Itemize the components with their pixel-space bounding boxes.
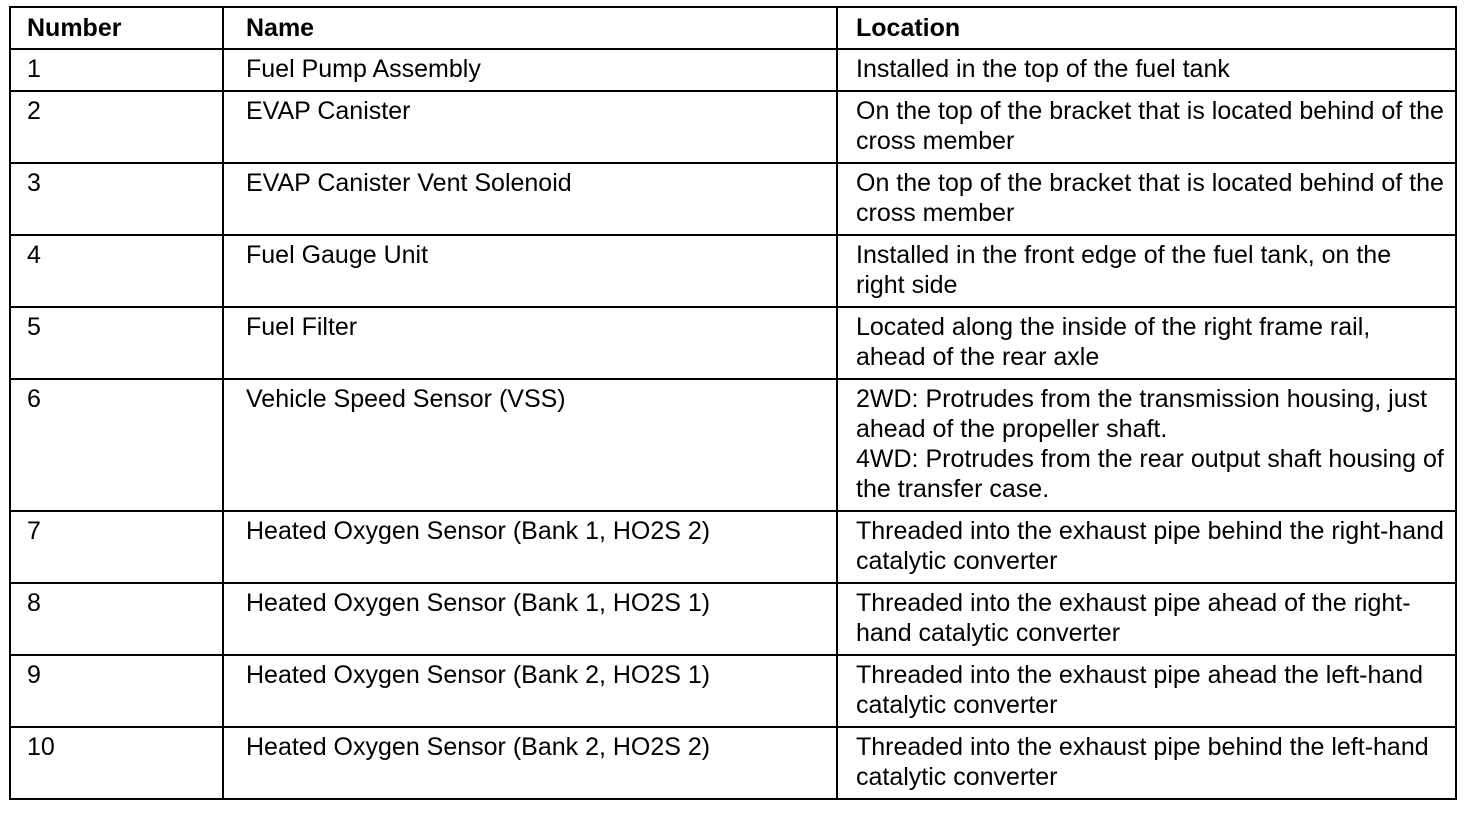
row-location: On the top of the bracket that is located behind of the cross member: [837, 91, 1456, 163]
row-number: 10: [10, 727, 223, 799]
table-row: [10, 379, 1456, 511]
row-location: Installed in the front edge of the fuel tank, on the right side: [837, 235, 1456, 307]
row-number: 2: [10, 91, 223, 163]
component-location-table: [9, 6, 1457, 800]
row-name: Fuel Filter: [223, 307, 837, 379]
row-name: Fuel Gauge Unit: [223, 235, 837, 307]
row-name: Heated Oxygen Sensor (Bank 1, HO2S 2): [223, 511, 837, 583]
row-location: Threaded into the exhaust pipe behind the left-hand catalytic converter: [837, 727, 1456, 799]
row-number: 3: [10, 163, 223, 235]
row-location: Installed in the top of the fuel tank: [837, 49, 1456, 91]
header-number: Number: [10, 7, 223, 49]
table-row: [10, 655, 1456, 727]
table-row: [10, 727, 1456, 799]
row-number: 6: [10, 379, 223, 511]
location-line-2wd: 2WD: Protrudes from the transmission housing, just ahead of the propeller shaft.: [856, 385, 1428, 443]
table-row: [10, 163, 1456, 235]
table-header: [10, 7, 1456, 49]
row-location: Threaded into the exhaust pipe ahead the left-hand catalytic converter: [837, 655, 1456, 727]
row-number: 4: [10, 235, 223, 307]
row-name: Heated Oxygen Sensor (Bank 2, HO2S 2): [223, 727, 837, 799]
table-row: [10, 511, 1456, 583]
header-name: Name: [223, 7, 837, 49]
table-row: [10, 91, 1456, 163]
location-line-4wd: 4WD: Protrudes from the rear output shaft housing of the transfer case.: [856, 445, 1444, 503]
header-location: Location: [837, 7, 1456, 49]
row-location: Threaded into the exhaust pipe ahead of the right-hand catalytic converter: [837, 583, 1456, 655]
table-body: [10, 49, 1456, 799]
table-row: [10, 49, 1456, 91]
row-name: EVAP Canister: [223, 91, 837, 163]
row-name: EVAP Canister Vent Solenoid: [223, 163, 837, 235]
table-row: [10, 235, 1456, 307]
row-number: 5: [10, 307, 223, 379]
table-row: [10, 583, 1456, 655]
component-location-table-container: [9, 6, 1455, 800]
row-number: 9: [10, 655, 223, 727]
row-location: Threaded into the exhaust pipe behind the right-hand catalytic converter: [837, 511, 1456, 583]
row-number: 1: [10, 49, 223, 91]
row-location: [837, 379, 1456, 511]
row-location: Located along the inside of the right frame rail, ahead of the rear axle: [837, 307, 1456, 379]
row-name: Heated Oxygen Sensor (Bank 1, HO2S 1): [223, 583, 837, 655]
row-number: 8: [10, 583, 223, 655]
row-name: Heated Oxygen Sensor (Bank 2, HO2S 1): [223, 655, 837, 727]
header-row: [10, 7, 1456, 49]
row-name: Fuel Pump Assembly: [223, 49, 837, 91]
row-name: Vehicle Speed Sensor (VSS): [223, 379, 837, 511]
row-location: On the top of the bracket that is located behind of the cross member: [837, 163, 1456, 235]
row-number: 7: [10, 511, 223, 583]
table-row: [10, 307, 1456, 379]
